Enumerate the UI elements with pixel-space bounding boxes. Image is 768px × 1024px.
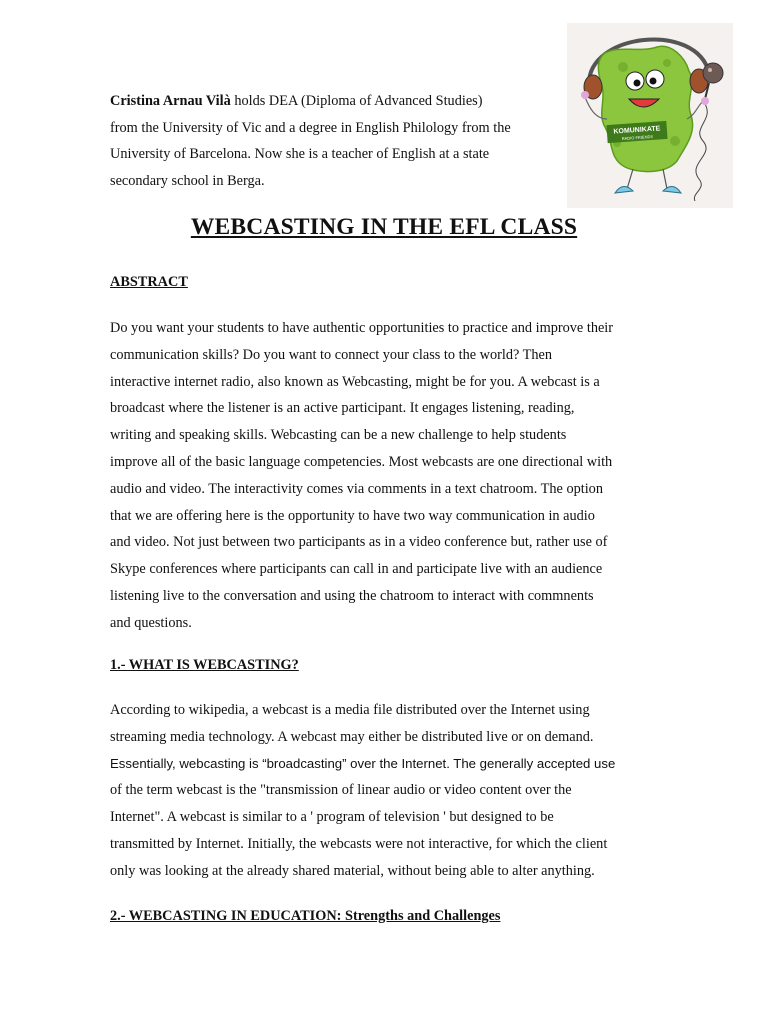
abstract-line: interactive internet radio, also known as Webcasting, might be for you. A webcast is a (110, 373, 600, 390)
section-1-line: According to wikipedia, a webcast is a media file distributed over the Internet using (110, 702, 590, 718)
abstract-line: broadcast where the listener is an active participant. It engages listening, reading, (110, 400, 575, 417)
mascot-badge-line-2: RADIO FRIENDS (621, 133, 654, 142)
section-2-heading: 2.- WEBCASTING IN EDUCATION: Strengths and Challenges (110, 908, 501, 924)
abstract-paragraph (110, 315, 670, 637)
abstract-heading: ABSTRACT (110, 274, 188, 290)
abstract-line: improve all of the basic language competencies. Most webcasts are one directional with (110, 453, 613, 470)
section-1-line: streaming media technology. A webcast may either be distributed live or on demand. (110, 728, 594, 745)
abstract-line: Do you want your students to have authentic opportunities to practice and improve their (110, 320, 614, 336)
komunikate-mascot-illustration (567, 23, 733, 208)
author-name: Cristina Arnau Vilà (110, 93, 231, 109)
bio-line-3: University of Barcelona. Now she is a teacher of English at a state (110, 146, 490, 163)
section-1-line: Internet". A webcast is similar to a ' program of television ' but designed to be (110, 809, 554, 826)
abstract-line: communication skills? Do you want to connect your class to the world? Then (110, 346, 553, 363)
section-1-paragraph (110, 697, 670, 885)
abstract-line: writing and speaking skills. Webcasting can be a new challenge to help students (110, 427, 567, 444)
section-1-line: only was looking at the already shared material, without being able to alter anything. (110, 862, 595, 879)
section-1-line: transmitted by Internet. Initially, the webcasts were not interactive, for which the client (110, 835, 608, 852)
mascot-badge-line-1: KOMUNIKATE (613, 125, 661, 136)
abstract-line: that we are offering here is the opportunity to have two way communication in audio (110, 507, 595, 524)
abstract-line: and questions. (110, 614, 192, 631)
author-bio (110, 88, 560, 195)
section-1-heading: 1.- WHAT IS WEBCASTING? (110, 657, 299, 673)
bio-line-2: from the University of Vic and a degree in English Philology from the (110, 119, 511, 136)
abstract-line: audio and video. The interactivity comes via comments in a text chatroom. The option (110, 480, 603, 497)
bio-line-4: secondary school in Berga. (110, 173, 265, 190)
abstract-line: listening live to the conversation and using the chatroom to interact with commnents (110, 587, 594, 604)
section-1-line: Essentially, webcasting is “broadcasting” over the Internet. The generally accepted use (110, 755, 616, 771)
mascot-drawing (567, 23, 733, 208)
bio-line-1: Cristina Arnau Vilà holds DEA (Diploma of Advanced Studies) (110, 93, 483, 109)
section-1-line: of the term webcast is the "transmission of linear audio or video content over the (110, 782, 572, 799)
abstract-line: and video. Not just between two participants as in a video conference but, rather use of (110, 534, 608, 551)
page-title: WEBCASTING IN THE EFL CLASS (190, 214, 578, 240)
abstract-line: Skype conferences where participants can call in and participate live with an audience (110, 561, 603, 578)
